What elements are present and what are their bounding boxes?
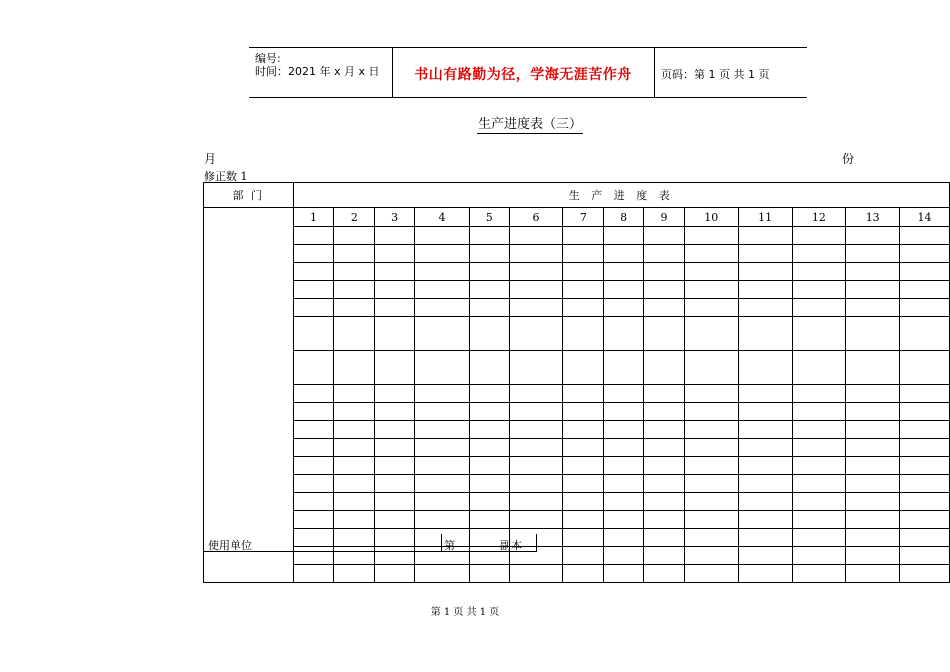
table-cell[interactable] (792, 263, 846, 281)
table-cell[interactable] (469, 281, 509, 299)
table-cell[interactable] (509, 245, 563, 263)
table-cell[interactable] (375, 317, 415, 351)
table-cell[interactable] (900, 475, 950, 493)
table-cell[interactable] (846, 475, 900, 493)
table-cell[interactable] (792, 227, 846, 245)
column-header-14: 14 (900, 208, 950, 227)
page-title-text: 生产进度表（三） (477, 117, 582, 132)
column-header-4: 4 (415, 208, 470, 227)
table-cell[interactable] (738, 511, 792, 529)
table-cell[interactable] (846, 351, 900, 385)
table-cell[interactable] (684, 299, 738, 317)
table-cell[interactable] (900, 529, 950, 547)
table-cell[interactable] (334, 511, 375, 529)
table-cell[interactable] (846, 493, 900, 511)
table-cell[interactable] (563, 385, 604, 403)
table-cell[interactable] (469, 227, 509, 245)
column-header-7: 7 (563, 208, 604, 227)
table-row (204, 403, 950, 421)
table-cell[interactable] (293, 245, 334, 263)
table-cell[interactable] (604, 529, 644, 547)
column-header-12: 12 (792, 208, 846, 227)
table-cell[interactable] (293, 317, 334, 351)
table-cell[interactable] (469, 317, 509, 351)
table-cell[interactable] (684, 439, 738, 457)
table-cell[interactable] (738, 317, 792, 351)
table-cell[interactable] (415, 227, 470, 245)
table-cell[interactable] (293, 351, 334, 385)
user-unit-value[interactable] (293, 534, 442, 552)
table-cell[interactable] (644, 457, 685, 475)
column-header-5: 5 (469, 208, 509, 227)
table-cell[interactable] (900, 281, 950, 299)
number-label: 编号: (255, 52, 281, 65)
table-cell[interactable] (509, 227, 563, 245)
table-cell[interactable] (509, 403, 563, 421)
table-cell[interactable] (644, 511, 685, 529)
page-footer (0, 603, 950, 618)
table-cell[interactable] (375, 565, 415, 583)
table-cell[interactable] (509, 299, 563, 317)
table-cell[interactable] (738, 385, 792, 403)
table-cell[interactable] (604, 547, 644, 565)
table-cell[interactable] (334, 475, 375, 493)
table-cell[interactable] (509, 439, 563, 457)
table-cell[interactable] (684, 403, 738, 421)
progress-table (203, 182, 950, 583)
column-header-2: 2 (334, 208, 375, 227)
table-cell[interactable] (293, 281, 334, 299)
table-cell[interactable] (644, 403, 685, 421)
table-cell[interactable] (563, 281, 604, 299)
table-cell[interactable] (644, 475, 685, 493)
copy-number-cell[interactable] (442, 534, 537, 552)
table-cell[interactable] (604, 263, 644, 281)
page-footer-text: 第 1 页 共 1 页 (430, 607, 500, 618)
table-cell[interactable] (375, 475, 415, 493)
table-cell[interactable] (293, 299, 334, 317)
table-cell[interactable] (469, 351, 509, 385)
dept-cell[interactable] (204, 208, 294, 583)
table-cell[interactable] (684, 547, 738, 565)
table-cell[interactable] (604, 227, 644, 245)
table-cell[interactable] (375, 439, 415, 457)
table-row (204, 263, 950, 281)
table-cell[interactable] (415, 385, 470, 403)
table-row (204, 511, 950, 529)
table-cell[interactable] (900, 439, 950, 457)
table-cell[interactable] (469, 385, 509, 403)
table-cell[interactable] (469, 299, 509, 317)
table-cell[interactable] (563, 245, 604, 263)
table-row (204, 565, 950, 583)
table-cell[interactable] (293, 565, 334, 583)
progress-header (293, 183, 949, 208)
table-cell[interactable] (509, 421, 563, 439)
table-cell[interactable] (293, 493, 334, 511)
table-cell[interactable] (900, 403, 950, 421)
table-cell[interactable] (900, 263, 950, 281)
table-cell[interactable] (900, 385, 950, 403)
column-header-13: 13 (846, 208, 900, 227)
table-cell[interactable] (684, 475, 738, 493)
table-cell[interactable] (563, 529, 604, 547)
table-cell[interactable] (604, 385, 644, 403)
table-cell[interactable] (375, 245, 415, 263)
table-cell[interactable] (846, 547, 900, 565)
time-label: 时间：2021 年 x 月 x 日 (255, 65, 380, 78)
table-cell[interactable] (900, 245, 950, 263)
table-cell[interactable] (684, 385, 738, 403)
document-header (249, 47, 807, 98)
table-cell[interactable] (604, 475, 644, 493)
user-unit-label: 使用单位 (208, 539, 252, 552)
table-cell[interactable] (604, 565, 644, 583)
table-row (204, 457, 950, 475)
dept-header-text: 部 门 (232, 189, 265, 202)
table-cell[interactable] (293, 457, 334, 475)
table-cell[interactable] (415, 299, 470, 317)
table-cell[interactable] (846, 421, 900, 439)
table-cell[interactable] (334, 493, 375, 511)
table-cell[interactable] (375, 351, 415, 385)
table-row (204, 475, 950, 493)
table-cell[interactable] (738, 457, 792, 475)
table-cell[interactable] (375, 227, 415, 245)
table-cell[interactable] (846, 263, 900, 281)
table-cell[interactable] (644, 227, 685, 245)
table-cell[interactable] (334, 317, 375, 351)
table-cell[interactable] (644, 281, 685, 299)
table-cell[interactable] (293, 475, 334, 493)
table-cell[interactable] (738, 245, 792, 263)
table-cell[interactable] (334, 227, 375, 245)
table-cell[interactable] (469, 565, 509, 583)
table-cell[interactable] (604, 493, 644, 511)
table-cell[interactable] (644, 565, 685, 583)
table-cell[interactable] (604, 317, 644, 351)
table-cell[interactable] (509, 511, 563, 529)
table-cell[interactable] (738, 529, 792, 547)
table-cell[interactable] (563, 227, 604, 245)
table-cell[interactable] (563, 263, 604, 281)
table-cell[interactable] (792, 385, 846, 403)
table-cell[interactable] (509, 385, 563, 403)
table-cell[interactable] (738, 493, 792, 511)
table-cell[interactable] (563, 403, 604, 421)
table-cell[interactable] (846, 227, 900, 245)
motto-text: 书山有路勤为径，学海无涯苦作舟 (414, 67, 632, 83)
table-cell[interactable] (375, 511, 415, 529)
table-cell[interactable] (375, 263, 415, 281)
table-cell[interactable] (644, 421, 685, 439)
column-header-9: 9 (644, 208, 685, 227)
table-cell[interactable] (684, 245, 738, 263)
table-cell[interactable] (738, 299, 792, 317)
table-cell[interactable] (375, 403, 415, 421)
table-row (204, 245, 950, 263)
table-row (204, 421, 950, 439)
table-cell[interactable] (684, 281, 738, 299)
table-cell[interactable] (684, 457, 738, 475)
table-cell[interactable] (792, 529, 846, 547)
table-cell[interactable] (846, 385, 900, 403)
table-cell[interactable] (509, 493, 563, 511)
table-row (204, 493, 950, 511)
table-cell[interactable] (738, 565, 792, 583)
table-cell[interactable] (604, 511, 644, 529)
copies-label: 份 (842, 152, 855, 166)
table-cell[interactable] (293, 385, 334, 403)
table-cell[interactable] (375, 299, 415, 317)
table-cell[interactable] (604, 299, 644, 317)
table-cell[interactable] (684, 529, 738, 547)
table-cell[interactable] (644, 317, 685, 351)
table-cell[interactable] (644, 493, 685, 511)
table-cell[interactable] (684, 511, 738, 529)
table-cell[interactable] (415, 439, 470, 457)
dept-header (204, 183, 294, 208)
user-unit-cell (203, 534, 294, 552)
table-cell[interactable] (792, 547, 846, 565)
table-cell[interactable] (604, 457, 644, 475)
table-footer (203, 534, 537, 552)
table-cell[interactable] (684, 493, 738, 511)
table-cell[interactable] (846, 299, 900, 317)
table-cell[interactable] (334, 263, 375, 281)
table-cell[interactable] (563, 565, 604, 583)
table-cell[interactable] (509, 317, 563, 351)
table-row (204, 299, 950, 317)
column-header-8: 8 (604, 208, 644, 227)
table-cell[interactable] (415, 281, 470, 299)
table-cell[interactable] (469, 245, 509, 263)
table-cell[interactable] (738, 281, 792, 299)
table-cell[interactable] (415, 263, 470, 281)
table-cell[interactable] (792, 281, 846, 299)
table-cell[interactable] (469, 439, 509, 457)
table-cell[interactable] (415, 421, 470, 439)
table-cell[interactable] (846, 439, 900, 457)
table-cell[interactable] (563, 439, 604, 457)
table-cell[interactable] (469, 263, 509, 281)
table-cell[interactable] (792, 317, 846, 351)
table-cell[interactable] (509, 565, 563, 583)
table-cell[interactable] (415, 457, 470, 475)
month-label: 月 (204, 152, 217, 166)
table-cell[interactable] (846, 511, 900, 529)
table-cell[interactable] (644, 385, 685, 403)
table-cell[interactable] (509, 457, 563, 475)
table-cell[interactable] (334, 281, 375, 299)
table-cell[interactable] (684, 227, 738, 245)
table-cell[interactable] (334, 245, 375, 263)
table-cell[interactable] (509, 475, 563, 493)
table-cell[interactable] (563, 299, 604, 317)
table-row (204, 227, 950, 245)
table-cell[interactable] (293, 511, 334, 529)
table-cell[interactable] (738, 403, 792, 421)
table-cell[interactable] (375, 281, 415, 299)
table-cell[interactable] (604, 281, 644, 299)
table-cell[interactable] (738, 263, 792, 281)
table-cell[interactable] (738, 351, 792, 385)
table-cell[interactable] (792, 245, 846, 263)
table-cell[interactable] (563, 317, 604, 351)
table-cell[interactable] (792, 421, 846, 439)
table-cell[interactable] (334, 351, 375, 385)
table-cell[interactable] (644, 439, 685, 457)
table-cell[interactable] (415, 565, 470, 583)
table-cell[interactable] (684, 565, 738, 583)
table-cell[interactable] (469, 403, 509, 421)
table-cell[interactable] (604, 421, 644, 439)
table-cell[interactable] (792, 457, 846, 475)
table-cell[interactable] (563, 511, 604, 529)
table-cell[interactable] (375, 421, 415, 439)
table-cell[interactable] (509, 351, 563, 385)
table-cell[interactable] (644, 299, 685, 317)
page-title (0, 113, 950, 132)
table-cell[interactable] (563, 493, 604, 511)
column-header-11: 11 (738, 208, 792, 227)
table-cell[interactable] (469, 421, 509, 439)
table-cell[interactable] (900, 421, 950, 439)
table-cell[interactable] (738, 439, 792, 457)
table-cell[interactable] (563, 457, 604, 475)
table-cell[interactable] (293, 227, 334, 245)
table-cell[interactable] (846, 245, 900, 263)
copy-suffix: 副本 (500, 539, 522, 552)
table-cell[interactable] (900, 317, 950, 351)
table-cell[interactable] (469, 475, 509, 493)
table-cell[interactable] (792, 351, 846, 385)
page-code: 页码：第 1 页 共 1 页 (661, 68, 770, 81)
table-cell[interactable] (334, 439, 375, 457)
table-cell[interactable] (509, 281, 563, 299)
table-row (204, 317, 950, 351)
header-page-cell (655, 48, 807, 97)
table-cell[interactable] (738, 227, 792, 245)
table-cell[interactable] (846, 403, 900, 421)
table-cell[interactable] (415, 511, 470, 529)
table-cell[interactable] (846, 529, 900, 547)
revision-label: 修正数 1 (204, 170, 248, 183)
table-cell[interactable] (604, 403, 644, 421)
table-cell[interactable] (375, 493, 415, 511)
table-row (204, 439, 950, 457)
table-cell[interactable] (792, 403, 846, 421)
column-header-6: 6 (509, 208, 563, 227)
table-cell[interactable] (293, 403, 334, 421)
table-cell[interactable] (509, 263, 563, 281)
table-cell[interactable] (415, 351, 470, 385)
table-cell[interactable] (792, 565, 846, 583)
table-cell[interactable] (900, 565, 950, 583)
table-cell[interactable] (415, 317, 470, 351)
header-motto-cell (392, 48, 655, 97)
table-cell[interactable] (900, 351, 950, 385)
table-cell[interactable] (644, 547, 685, 565)
table-cell[interactable] (644, 351, 685, 385)
table-cell[interactable] (334, 457, 375, 475)
table-cell[interactable] (334, 403, 375, 421)
table-cell[interactable] (563, 475, 604, 493)
table-cell[interactable] (563, 421, 604, 439)
table-cell[interactable] (415, 245, 470, 263)
table-cell[interactable] (415, 475, 470, 493)
table-cell[interactable] (792, 439, 846, 457)
table-cell[interactable] (738, 547, 792, 565)
column-header-1: 1 (293, 208, 334, 227)
table-cell[interactable] (604, 245, 644, 263)
table-cell[interactable] (604, 351, 644, 385)
table-cell[interactable] (563, 547, 604, 565)
table-cell[interactable] (563, 351, 604, 385)
table-cell[interactable] (846, 565, 900, 583)
table-cell[interactable] (293, 421, 334, 439)
table-cell[interactable] (846, 317, 900, 351)
table-cell[interactable] (684, 263, 738, 281)
table-cell[interactable] (792, 475, 846, 493)
table-cell[interactable] (684, 421, 738, 439)
table-row (204, 281, 950, 299)
column-header-10: 10 (684, 208, 738, 227)
table-cell[interactable] (684, 317, 738, 351)
table-cell[interactable] (644, 263, 685, 281)
table-cell[interactable] (738, 421, 792, 439)
table-cell[interactable] (334, 385, 375, 403)
table-cell[interactable] (900, 547, 950, 565)
table-cell[interactable] (900, 493, 950, 511)
table-cell[interactable] (900, 511, 950, 529)
copy-prefix: 第 (444, 539, 455, 552)
table-cell[interactable] (644, 529, 685, 547)
table-row (204, 385, 950, 403)
table-cell[interactable] (375, 385, 415, 403)
table-cell[interactable] (415, 403, 470, 421)
table-cell[interactable] (900, 227, 950, 245)
table-cell[interactable] (334, 421, 375, 439)
table-cell[interactable] (293, 439, 334, 457)
table-cell[interactable] (334, 565, 375, 583)
table-cell[interactable] (792, 511, 846, 529)
table-cell[interactable] (469, 493, 509, 511)
table-cell[interactable] (846, 457, 900, 475)
table-cell[interactable] (644, 245, 685, 263)
table-cell[interactable] (738, 475, 792, 493)
table-cell[interactable] (469, 457, 509, 475)
header-meta-cell (249, 48, 393, 97)
table-cell[interactable] (792, 299, 846, 317)
table-cell[interactable] (900, 299, 950, 317)
column-header-3: 3 (375, 208, 415, 227)
table-cell[interactable] (846, 281, 900, 299)
table-cell[interactable] (293, 263, 334, 281)
table-row (204, 351, 950, 385)
table-cell[interactable] (334, 299, 375, 317)
progress-header-text: 生 产 进 度 表 (568, 189, 674, 202)
table-cell[interactable] (415, 493, 470, 511)
table-cell[interactable] (684, 351, 738, 385)
table-cell[interactable] (900, 457, 950, 475)
table-cell[interactable] (604, 439, 644, 457)
table-cell[interactable] (792, 493, 846, 511)
table-cell[interactable] (469, 511, 509, 529)
table-cell[interactable] (375, 457, 415, 475)
